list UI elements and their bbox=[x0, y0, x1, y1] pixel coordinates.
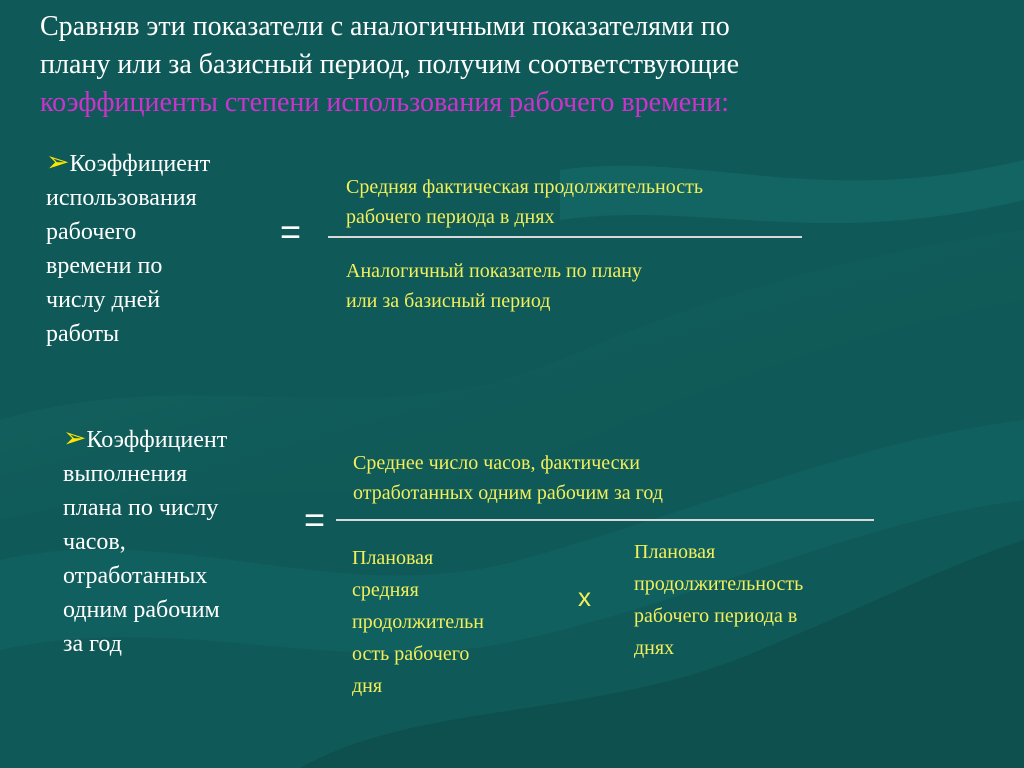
formula1-denominator bbox=[346, 256, 806, 316]
formula1-numerator-line: Средняя фактическая продолжительность bbox=[346, 176, 703, 198]
formula2-term-line: Коэффициент bbox=[86, 427, 228, 453]
formula1-denominator-line: Аналогичный показатель по плану bbox=[346, 260, 642, 282]
formula2-term-line: плана по числу bbox=[63, 495, 219, 521]
formula2-denominator-left-line: Плановая bbox=[352, 547, 434, 569]
formula2-numerator bbox=[353, 448, 853, 508]
formula2-term bbox=[63, 422, 293, 661]
formula1-term-line: числу дней bbox=[46, 287, 161, 313]
formula2-denominator-left-line: продолжительн bbox=[352, 611, 484, 633]
intro-text bbox=[40, 8, 1000, 122]
formula2-denominator-right-line: продолжительность bbox=[634, 573, 804, 595]
formula2-fraction-line bbox=[336, 519, 874, 521]
arrow-bullet-icon: ➢ bbox=[63, 423, 87, 454]
formula1-term-line: рабочего bbox=[46, 219, 137, 245]
formula2-term-line: за год bbox=[63, 631, 122, 657]
formula2-denominator-right bbox=[634, 536, 894, 664]
formula1-term bbox=[46, 146, 276, 351]
intro-line-2: плану или за базисный период, получим соответствующие bbox=[40, 49, 740, 80]
formula1-term-line: работы bbox=[46, 321, 120, 347]
formula2-term-line: отработанных bbox=[63, 563, 208, 589]
formula2-denominator-right-line: днях bbox=[634, 637, 675, 659]
formula2-denominator-right-line: Плановая bbox=[634, 541, 716, 563]
formula2-equals: = bbox=[304, 499, 326, 540]
multiply-sign: х bbox=[578, 582, 591, 612]
formula1-numerator bbox=[346, 172, 826, 232]
formula1-equals: = bbox=[280, 211, 302, 252]
formula2-term-line: одним рабочим bbox=[63, 597, 220, 623]
formula2-denominator-left-line: дня bbox=[352, 675, 383, 697]
formula1-term-line: использования bbox=[46, 185, 197, 211]
formula2-denominator-left bbox=[352, 542, 552, 702]
formula2-numerator-line: отработанных одним рабочим за год bbox=[353, 482, 663, 504]
formula2-denominator-right-line: рабочего периода в bbox=[634, 605, 798, 627]
intro-line-1: Сравняв эти показатели с аналогичными показателями по bbox=[40, 11, 730, 42]
formula1-fraction-line bbox=[328, 236, 802, 238]
formula1-term-line: Коэффициент bbox=[69, 151, 211, 177]
formula2-term-line: выполнения bbox=[63, 461, 188, 487]
formula2-denominator-left-line: ость рабочего bbox=[352, 643, 470, 665]
formula2-term-line: часов, bbox=[63, 529, 126, 555]
formula1-term-line: времени по bbox=[46, 253, 163, 279]
formula1-numerator-line: рабочего периода в днях bbox=[346, 206, 555, 228]
arrow-bullet-icon: ➢ bbox=[46, 147, 70, 178]
formula1-denominator-line: или за базисный период bbox=[346, 290, 551, 312]
intro-highlight: коэффициенты степени использования рабочего времени: bbox=[40, 87, 729, 118]
formula2-denominator-left-line: средняя bbox=[352, 579, 419, 601]
formula2-numerator-line: Среднее число часов, фактически bbox=[353, 452, 640, 474]
